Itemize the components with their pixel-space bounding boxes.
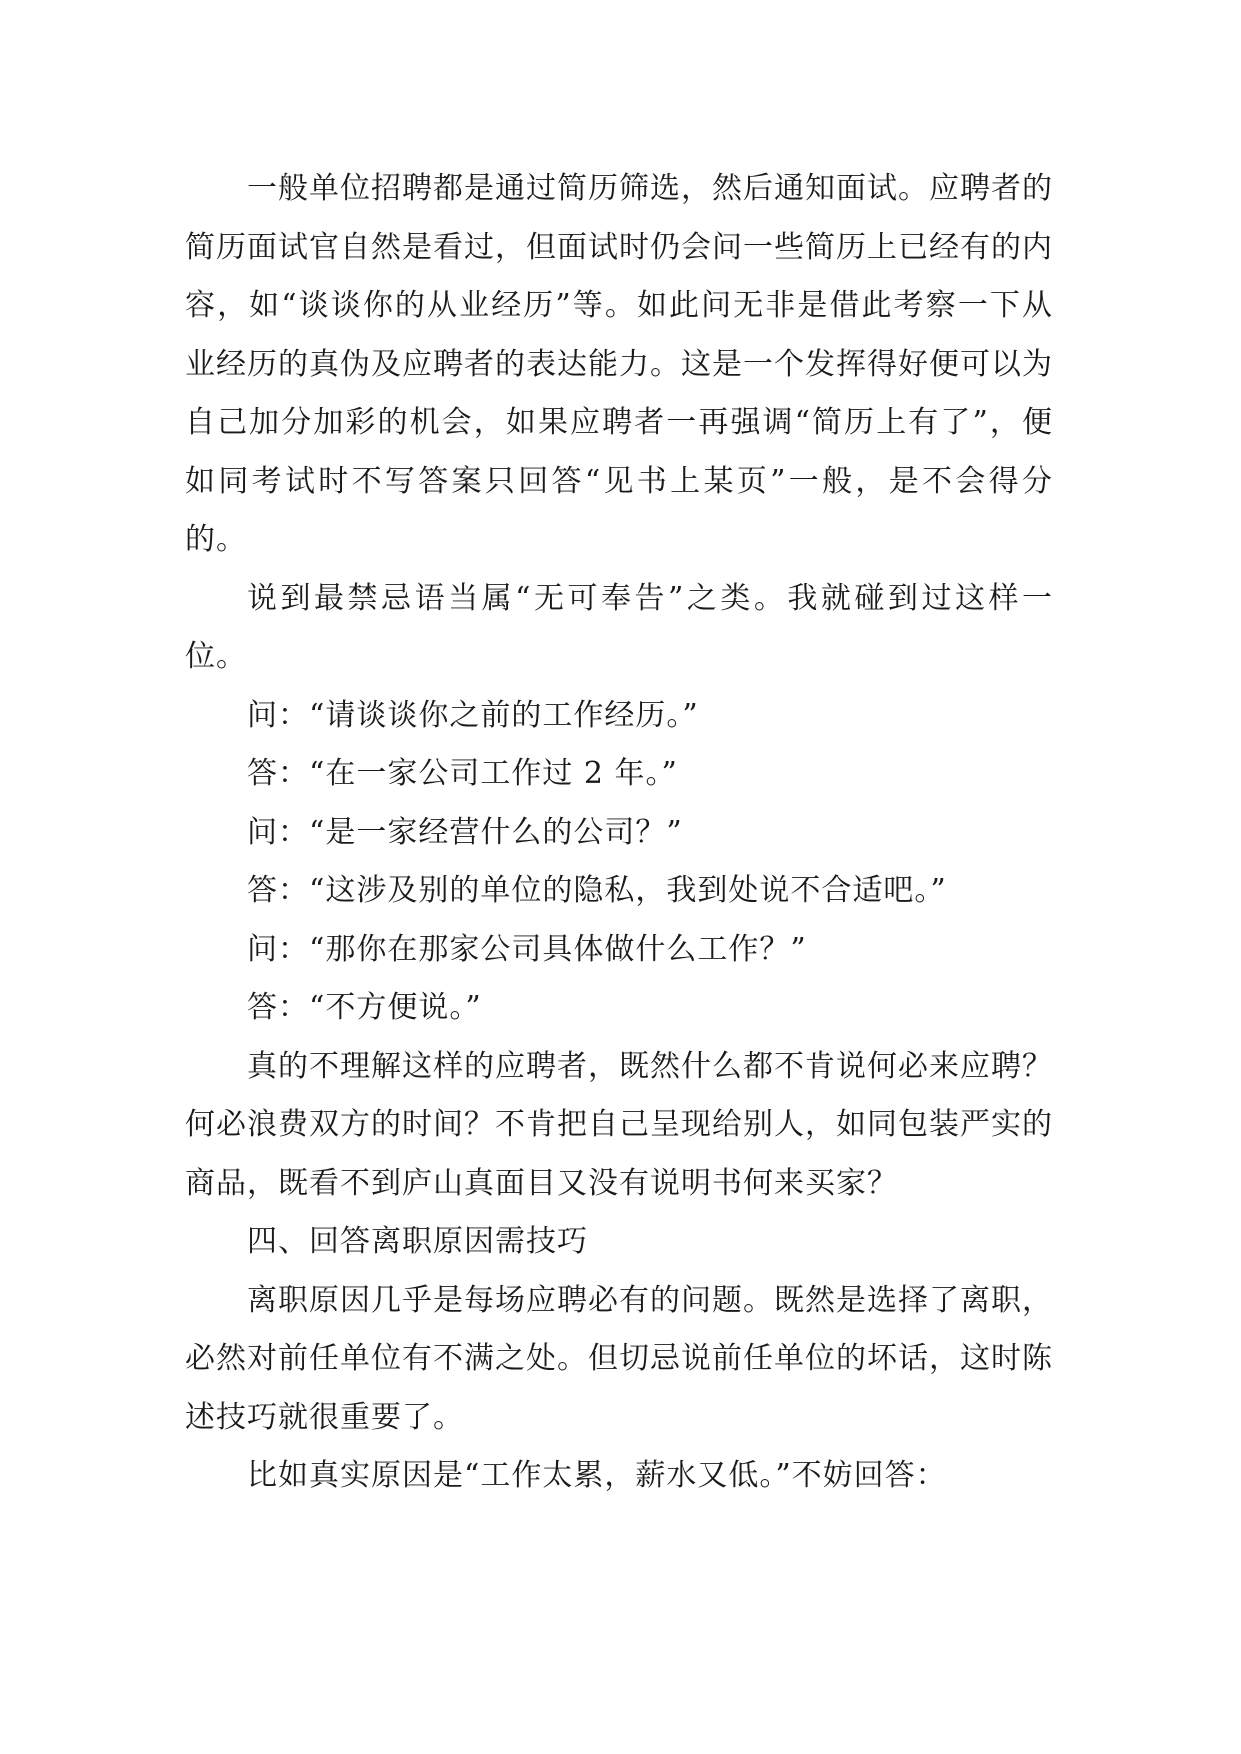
dialogue-question-1: 问：“请谈谈你之前的工作经历。”	[247, 697, 699, 733]
dialogue-answer-2: 答：“这涉及别的单位的隐私，我到处说不合适吧。”	[247, 873, 947, 908]
dialogue-question-3: 问：“那你在那家公司具体做什么工作？”	[247, 931, 807, 967]
paragraph-resignation-reason: 离职原因几乎是每场应聘必有的问题。既然是选择了离职，必然对前任单位有不满之处。但切忌说前任单位的坏话，这时陈述技巧就很重要了。	[185, 1282, 1053, 1435]
document-body	[185, 160, 1053, 1506]
dialogue-question-2: 问：“是一家经营什么的公司？”	[247, 814, 683, 850]
paragraph-taboo-phrase: 说到最禁忌语当属“无可奉告”之类。我就碰到过这样一位。	[185, 580, 1053, 674]
paragraph-resume-interview: 一般单位招聘都是通过简历筛选，然后通知面试。应聘者的简历面试官自然是看过，但面试时仍会问一些简历上已经有的内容，如“谈谈你的从业经历”等。如此问无非是借此考察一下从业经历的真伪及应聘者的表达能力。这是一个发挥得好便可以为自己加分加彩的机会，如果应聘者一再强调“简历上有了”，便如同考试时不写答案只回答“见书上某页”一般，是不会得分的。	[185, 171, 1053, 557]
dialogue-answer-3: 答：“不方便说。”	[247, 990, 482, 1025]
paragraph-commentary: 真的不理解这样的应聘者，既然什么都不肯说何必来应聘？何必浪费双方的时间？不肯把自己呈现给别人，如同包装严实的商品，既看不到庐山真面目又没有说明书何来买家？	[185, 1048, 1053, 1201]
dialogue-answer-1: 答：“在一家公司工作过 2 年。”	[247, 756, 678, 791]
paragraph-example: 比如真实原因是“工作太累，薪水又低。”不妨回答：	[247, 1458, 947, 1493]
section-heading-resignation: 四、回答离职原因需技巧	[247, 1224, 588, 1259]
